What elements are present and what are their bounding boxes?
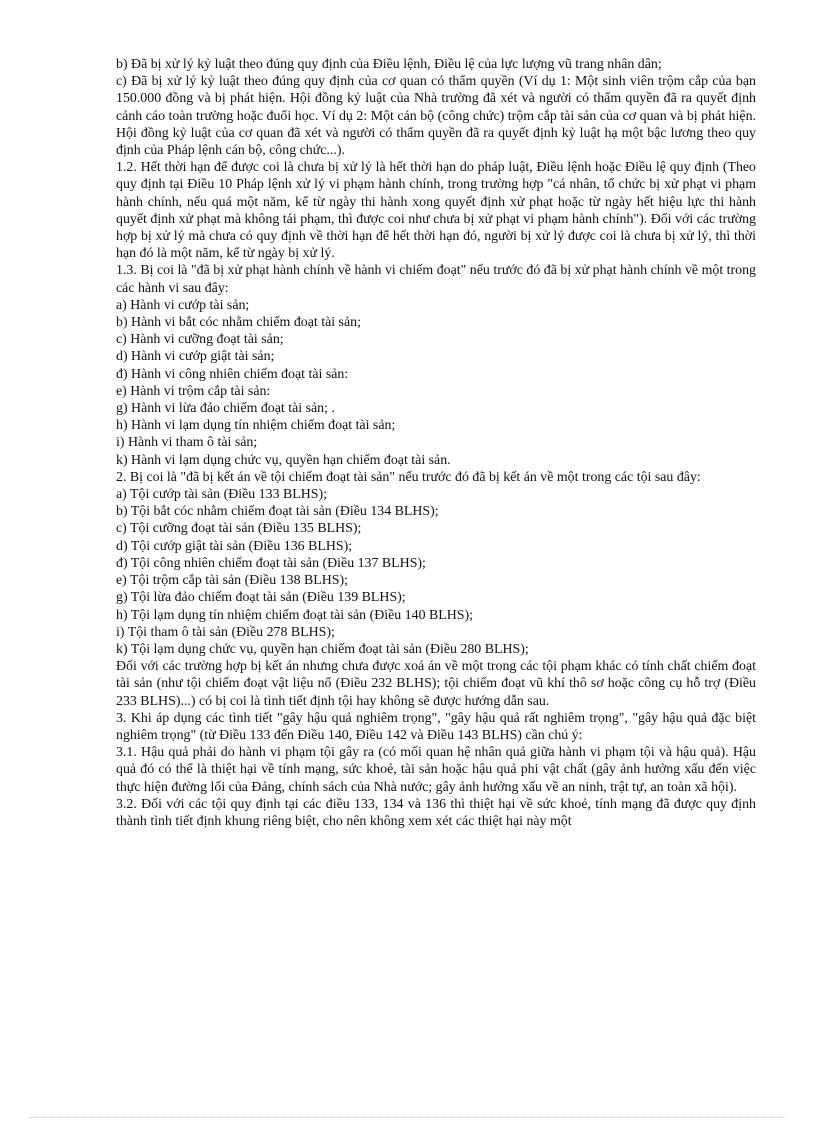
paragraph: 1.2. Hết thời hạn để được coi là chưa bị xử lý là hết thời hạn do pháp luật, Điều lệnh hoặc Điều lệ quy định (Theo quy định tại Điều 10 Pháp lệnh xử lý vi phạm hành chính, trong trường hợp "cá nhân, tổ chức bị xử phạt vi phạm hành chính, nếu quá một năm, kể từ ngày thi hành xong quyết định xử phạt hoặc từ ngày hết hiệu lực thi hành quyết định xử phạt mà không tái phạm, thì được coi như chưa bị xử phạt vi phạm hành chính"). Đối với các trường hợp bị xử lý mà chưa có quy định về thời hạn để hết thời hạn đó, người bị xử lý được coi là chưa bị xử lý, thì thời hạn đó là một năm, kể từ ngày bị xử lý. xyxy=(116,160,756,262)
list-item: g) Tội lừa đảo chiếm đoạt tài sản (Điều 139 BLHS); xyxy=(116,590,406,606)
list-item: c) Tội cưỡng đoạt tài sản (Điều 135 BLHS); xyxy=(116,521,362,537)
paragraph: 3. Khi áp dụng các tình tiết "gây hậu quả nghiêm trọng", "gây hậu quả rất nghiêm trọng", "gây hậu quả đặc biệt nghiêm trọng" (từ Điều 133 đến Điều 140, Điều 142 và Điều 143 BLHS) cần chú ý: xyxy=(116,710,756,743)
list-item: h) Tội lạm dụng tín nhiệm chiếm đoạt tài sản (Điều 140 BLHS); xyxy=(116,607,473,623)
list-item: b) Tội bắt cóc nhằm chiếm đoạt tài sản (Điều 134 BLHS); xyxy=(116,504,439,520)
paragraph: Đối với các trường hợp bị kết án nhưng chưa được xoá án về một trong các tội phạm khác có tính chất chiếm đoạt tài sản (như tội chiếm đoạt vật liệu nổ (Điều 232 BLHS); tội chiếm đoạt vũ khí thô sơ hoặc công cụ hỗ trợ (Điều 233 BLHS)...) có bị coi là tình tiết định tội hay không sẽ được hướng dẫn sau. xyxy=(116,659,756,709)
list-item: k) Tội lạm dụng chức vụ, quyền hạn chiếm đoạt tài sản (Điều 280 BLHS); xyxy=(116,641,529,657)
list-administrative-acts xyxy=(116,297,756,469)
paragraph: 2. Bị coi là "đã bị kết án về tội chiếm đoạt tài sản" nếu trước đó đã bị kết án về một trong các tội sau đây: xyxy=(116,469,701,485)
document-body xyxy=(116,56,756,830)
list-item: b) Hành vi bắt cóc nhằm chiếm đoạt tài sản; xyxy=(116,315,361,331)
list-item: đ) Hành vi công nhiên chiếm đoạt tài sản: xyxy=(116,366,349,382)
list-item: đ) Tội công nhiên chiếm đoạt tài sản (Điều 137 BLHS); xyxy=(116,555,426,571)
list-item: i) Hành vi tham ô tài sản; xyxy=(116,435,258,451)
list-item: i) Tội tham ô tài sản (Điều 278 BLHS); xyxy=(116,624,335,640)
paragraph: c) Đã bị xử lý kỷ luật theo đúng quy định của cơ quan có thẩm quyền (Ví dụ 1: Một sinh viên trộm cắp của bạn 150.000 đồng và bị phát hiện. Hội đồng kỷ luật của Nhà trường đã xét và người có thẩm quyền đã ra quyết định cảnh cáo toàn trường hoặc đuổi học. Ví dụ 2: Một cán bộ (công chức) trộm cắp tài sản của cơ quan và bị phát hiện. Hội đồng kỷ luật của cơ quan đã xét và người có thẩm quyền đã ra quyết định kỷ luật hạ một bậc lương theo quy định của Pháp lệnh cán bộ, công chức...). xyxy=(116,74,756,159)
list-criminal-offences xyxy=(116,486,756,658)
list-item: a) Tội cướp tài sản (Điều 133 BLHS); xyxy=(116,487,327,503)
list-item: d) Hành vi cướp giật tài sản; xyxy=(116,349,275,365)
list-item: g) Hành vi lừa đảo chiếm đoạt tài sản; . xyxy=(116,401,335,417)
list-item: e) Hành vi trộm cắp tài sản: xyxy=(116,383,271,399)
list-item: e) Tội trộm cắp tài sản (Điều 138 BLHS); xyxy=(116,573,348,589)
list-item: a) Hành vi cướp tài sản; xyxy=(116,297,250,313)
page-bottom-rule xyxy=(30,1117,786,1118)
paragraph: 3.1. Hậu quả phải do hành vi phạm tội gây ra (có mối quan hệ nhân quả giữa hành vi phạm tội và hậu quả). Hậu quả đó có thể là thiệt hại về tính mạng, sức khoẻ, tài sản hoặc hậu quả phi vật chất (gây ảnh hưởng xấu đến việc thực hiện đường lối của Đảng, chính sách của Nhà nước; gây ảnh hưởng xấu về an ninh, trật tự, an toàn xã hội). xyxy=(116,745,756,795)
list-item: d) Tội cướp giật tài sản (Điều 136 BLHS); xyxy=(116,538,353,554)
list-item: k) Hành vi lạm dụng chức vụ, quyền hạn chiếm đoạt tài sản. xyxy=(116,452,451,468)
paragraph: b) Đã bị xử lý kỷ luật theo đúng quy định của Điều lệnh, Điều lệ của lực lượng vũ trang nhân dân; xyxy=(116,57,662,72)
list-item: c) Hành vi cưỡng đoạt tài sản; xyxy=(116,332,284,348)
paragraph: 1.3. Bị coi là "đã bị xử phạt hành chính về hành vi chiếm đoạt" nếu trước đó đã bị xử phạt hành chính về một trong các hành vi sau đây: xyxy=(116,263,756,296)
list-item: h) Hành vi lạm dụng tín nhiệm chiếm đoạt tài sản; xyxy=(116,418,396,434)
paragraph: 3.2. Đối với các tội quy định tại các điều 133, 134 và 136 thì thiệt hại về sức khoẻ, tính mạng đã được quy định thành tình tiết định khung riêng biệt, cho nên không xem xét các thiệt hại này một xyxy=(116,796,756,829)
